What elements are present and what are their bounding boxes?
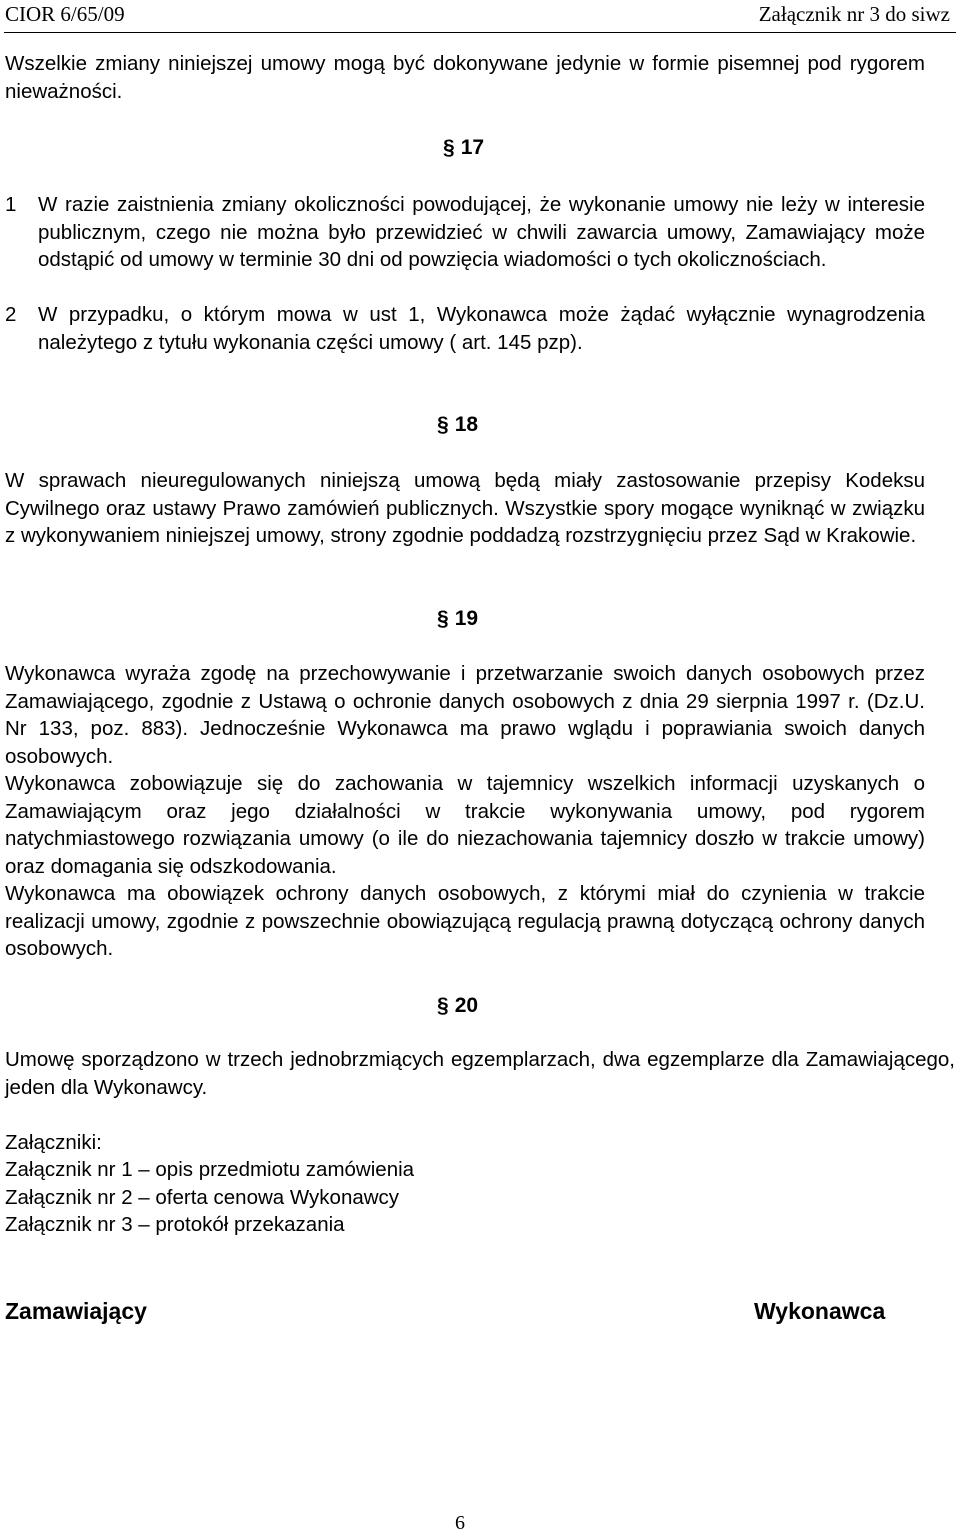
s19-paragraph-3: Wykonawca ma obowiązek ochrony danych osobowych, z którymi miał do czynienia w trakcie realizacji umowy, zgodnie z powszechnie obowiązującą regulacją prawną dotyczącą ochrony danych osobowych.	[5, 882, 925, 960]
signature-contractor: Wykonawca	[754, 1298, 886, 1324]
section-symbol: §	[443, 136, 455, 159]
section-number: 20	[454, 994, 479, 1017]
attachment-item-2: Załącznik nr 2 – oferta cenowa Wykonawcy	[5, 1186, 400, 1209]
section-17-heading	[443, 134, 484, 162]
signature-ordering-party: Zamawiający	[5, 1298, 147, 1324]
s17-item-1-number: 1	[5, 193, 17, 216]
section-symbol: §	[437, 994, 449, 1017]
s17-item-1-text: W razie zaistnienia zmiany okoliczności powodującej, że wykonanie umowy nie leży w interesie publicznym, czego nie można było przewidzieć w chwili zawarcia umowy, Zamawiający może odstąpić od umowy w terminie 30 dni od powzięcia wiadomości o tych okolicznościach.	[38, 193, 925, 271]
s19-paragraph-1: Wykonawca wyraża zgodę na przechowywanie i przetwarzanie swoich danych osobowych przez Zamawiającego, zgodnie z Ustawą o ochronie danych osobowych z dnia 29 sierpnia 1997 r. (Dz.U. Nr 133, poz. 883). Jednocześnie Wykonawca ma prawo wglądu i poprawiania swoich danych osobowych.	[5, 662, 925, 768]
intro-paragraph: Wszelkie zmiany niniejszej umowy mogą być dokonywane jedynie w formie pisemnej pod rygorem nieważności.	[5, 52, 925, 103]
section-symbol: §	[437, 607, 449, 630]
header-attachment-label: Załącznik nr 3 do siwz	[758, 2, 950, 26]
s17-item-2-number: 2	[5, 303, 17, 326]
header-divider	[4, 32, 956, 33]
s18-paragraph: W sprawach nieuregulowanych niniejszą umową będą miały zastosowanie przepisy Kodeksu Cywilnego oraz ustawy Prawo zamówień publicznych. Wszystkie spory mogące wyniknąć w związku z wykonywaniem niniejszej umowy, strony zgodnie poddadzą rozstrzygnięciu przez Sąd w Krakowie.	[5, 469, 925, 547]
header-reference: CIOR 6/65/09	[5, 2, 125, 26]
section-number: 19	[454, 607, 479, 630]
s20-paragraph: Umowę sporządzono w trzech jednobrzmiących egzemplarzach, dwa egzemplarze dla Zamawiającego, jeden dla Wykonawcy.	[5, 1048, 955, 1099]
section-number: 18	[454, 413, 479, 436]
section-19-heading	[437, 605, 478, 633]
page-number: 6	[455, 1512, 465, 1534]
attachments-heading: Załączniki:	[5, 1131, 102, 1154]
s17-item-2-text: W przypadku, o którym mowa w ust 1, Wykonawca może żądać wyłącznie wynagrodzenia należytego z tytułu wykonania części umowy ( art. 145 pzp).	[38, 303, 925, 354]
attachment-item-1: Załącznik nr 1 – opis przedmiotu zamówienia	[5, 1158, 415, 1181]
section-number: 17	[460, 136, 485, 159]
section-20-heading	[437, 992, 478, 1020]
attachment-item-3: Załącznik nr 3 – protokół przekazania	[5, 1213, 345, 1236]
s19-paragraph-2: Wykonawca zobowiązuje się do zachowania w tajemnicy wszelkich informacji uzyskanych o Zamawiającym oraz jego działalności w trakcie wykonywania umowy, pod rygorem natychmiastowego rozwiązania umowy (o ile do niezachowania tajemnicy doszło w trakcie umowy) oraz domagania się odszkodowania.	[5, 772, 925, 878]
section-symbol: §	[437, 413, 449, 436]
section-18-heading	[437, 411, 478, 439]
